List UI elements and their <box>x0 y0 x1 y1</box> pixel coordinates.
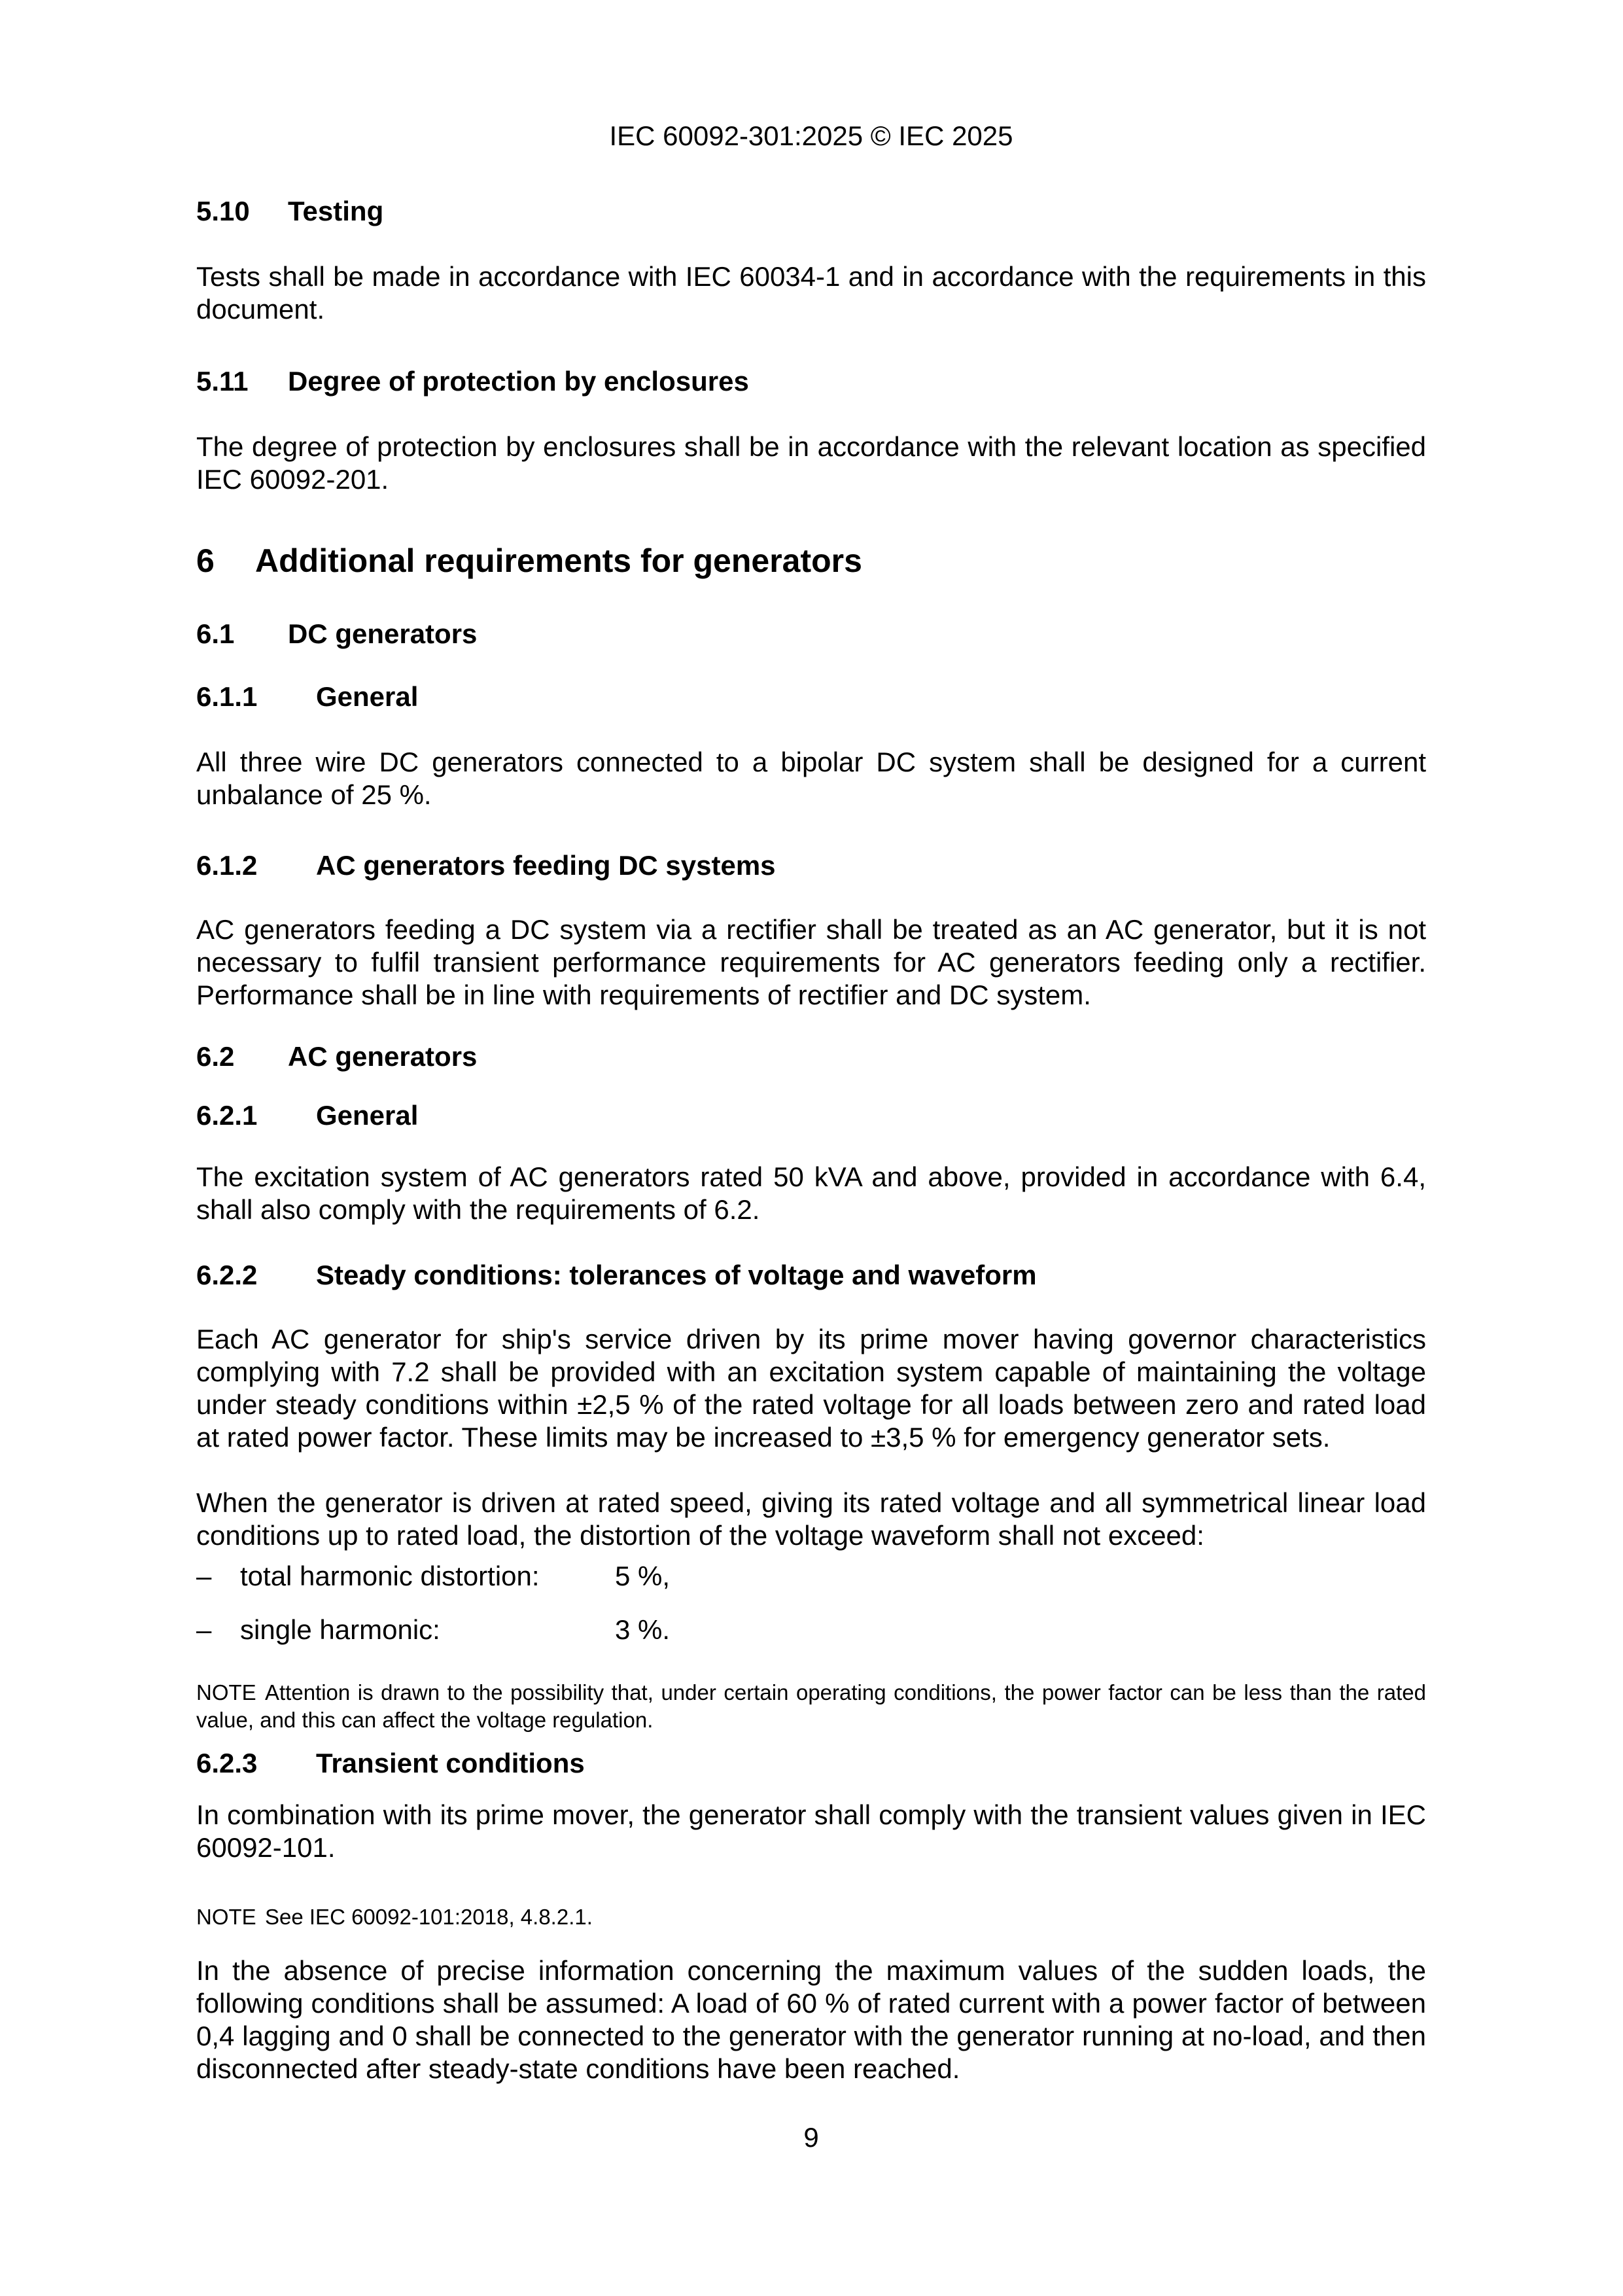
section-heading-5-10 <box>196 195 1426 228</box>
note-6-2-3 <box>196 1903 1426 1931</box>
list-item-single-harmonic <box>196 1614 1426 1646</box>
section-title: General <box>316 681 419 712</box>
section-title: Steady conditions: tolerances of voltage and waveform <box>316 1260 1037 1290</box>
section-number: 5.10 <box>196 196 250 226</box>
section-heading-6-1-1 <box>196 680 1426 713</box>
dash-bullet: – <box>196 1561 212 1591</box>
page-number: 9 <box>803 2122 819 2153</box>
paragraph-6-2-3-b: In the absence of precise information concerning the maximum values of the sudden loads, the following conditions shall be assumed: A load of 60 % of rated current with a power factor of between 0,4 lagging and 0 shall be connected to the generator with the generator running at no-load, and then disconnected after steady-state conditions have been reached. <box>196 1955 1426 2084</box>
section-number: 6.1.2 <box>196 850 258 881</box>
section-number: 6.2.3 <box>196 1748 258 1778</box>
note-label: NOTE <box>196 1680 256 1704</box>
clause-heading-6 <box>196 542 1426 580</box>
section-heading-6-1 <box>196 618 1426 650</box>
paragraph-6-2-2-a: Each AC generator for ship's service driven by its prime mover having governor characteristics complying with 7.2 shall be provided with an excitation system capable of maintaining the voltage under steady conditions within ±2,5 % of the rated voltage for all loads between zero and rated load at rated power factor. These limits may be increased to ±3,5 % for emergency generator sets. <box>196 1324 1426 1453</box>
section-title: Degree of protection by enclosures <box>288 366 749 397</box>
section-number: 6.2 <box>196 1041 235 1072</box>
section-number: 6.2.2 <box>196 1260 258 1290</box>
section-heading-5-11 <box>196 365 1426 398</box>
list-item-total-harmonic-distortion <box>196 1560 1426 1593</box>
paragraph-6-2-3-a: In combination with its prime mover, the generator shall comply with the transient values given in IEC 60092-101. <box>196 1799 1426 1863</box>
note-6-2-2 <box>196 1679 1426 1734</box>
section-heading-6-2-2 <box>196 1259 1426 1292</box>
paragraph-5-10: Tests shall be made in accordance with IEC 60034-1 and in accordance with the requirements in this document. <box>196 261 1426 325</box>
paragraph-6-2-1: The excitation system of AC generators rated 50 kVA and above, provided in accordance with 6.4, shall also comply with the requirements of 6.2. <box>196 1161 1426 1225</box>
section-heading-6-2 <box>196 1040 1426 1073</box>
paragraph-6-2-2-b: When the generator is driven at rated speed, giving its rated voltage and all symmetrical linear load conditions up to rated load, the distortion of the voltage waveform shall not exceed: <box>196 1487 1426 1551</box>
section-title: DC generators <box>288 618 478 649</box>
section-number: 5.11 <box>196 366 249 397</box>
section-title: AC generators feeding DC systems <box>316 850 776 881</box>
list-item-value: 3 %. <box>615 1614 671 1645</box>
list-item-label: total harmonic distortion: <box>240 1561 540 1591</box>
paragraph-6-1-1: All three wire DC generators connected to a bipolar DC system shall be designed for a current unbalance of 25 %. <box>196 747 1426 810</box>
section-number: 6.2.1 <box>196 1100 258 1131</box>
section-title: AC generators <box>288 1041 478 1072</box>
paragraph-6-1-2: AC generators feeding a DC system via a rectifier shall be treated as an AC generator, but it is not necessary to fulfil transient performance requirements for AC generators feeding only a rectifier. Performance shall be in line with requirements of rectifier and DC system. <box>196 914 1426 1010</box>
section-title: General <box>316 1100 419 1131</box>
page-header: IEC 60092-301:2025 © IEC 2025 <box>609 120 1013 151</box>
note-text: See IEC 60092-101:2018, 4.8.2.1. <box>265 1905 593 1929</box>
clause-title: Additional requirements for generators <box>255 542 862 579</box>
section-title: Transient conditions <box>316 1748 585 1778</box>
section-number: 6.1.1 <box>196 681 258 712</box>
section-heading-6-2-1 <box>196 1099 1426 1132</box>
section-heading-6-1-2 <box>196 849 1426 882</box>
dash-bullet: – <box>196 1614 212 1645</box>
list-item-label: single harmonic: <box>240 1614 440 1645</box>
section-number: 6.1 <box>196 618 235 649</box>
paragraph-5-11: The degree of protection by enclosures shall be in accordance with the relevant location as specified IEC 60092-201. <box>196 431 1426 495</box>
note-text: Attention is drawn to the possibility that, under certain operating conditions, the power factor can be less than the rated value, and this can affect the voltage regulation. <box>196 1680 1426 1732</box>
list-item-value: 5 %, <box>615 1561 671 1591</box>
section-heading-6-2-3 <box>196 1747 1426 1780</box>
section-title: Testing <box>288 196 384 226</box>
clause-number: 6 <box>196 542 215 579</box>
note-label: NOTE <box>196 1905 256 1929</box>
